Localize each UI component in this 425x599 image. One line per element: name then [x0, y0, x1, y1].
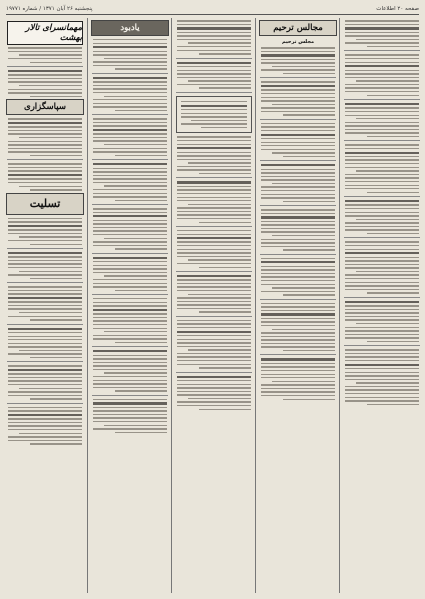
column-4 [89, 18, 171, 593]
column-3 [173, 18, 255, 593]
column-5 [4, 18, 86, 593]
section-heading-tarhim: مجالس ترحیم [259, 20, 337, 36]
column-1 [341, 18, 423, 593]
header-date-issue: پنجشنبه ۲۶ آبان ۱۳۷۱ / شماره ۱۹۷۷۱ [6, 5, 93, 12]
column-rule [339, 18, 340, 593]
column-rule [87, 18, 88, 593]
notice-box [176, 96, 252, 134]
page-header [6, 3, 419, 15]
column-rule [171, 18, 172, 593]
column-rule [255, 18, 256, 593]
section-heading-sepasgozari: سپاسگزاری [6, 99, 84, 115]
header-page-number: صفحه ۲۰ اطلاعات [376, 5, 419, 12]
notice-title: مجلس ترحیم [281, 39, 315, 45]
section-heading-tasliyat: تسلیت [6, 193, 84, 215]
section-heading-yadbud: یادبود [91, 20, 169, 36]
hall-logo: مهمانسرای تالار بهشت [7, 21, 83, 45]
column-2 [257, 18, 339, 593]
